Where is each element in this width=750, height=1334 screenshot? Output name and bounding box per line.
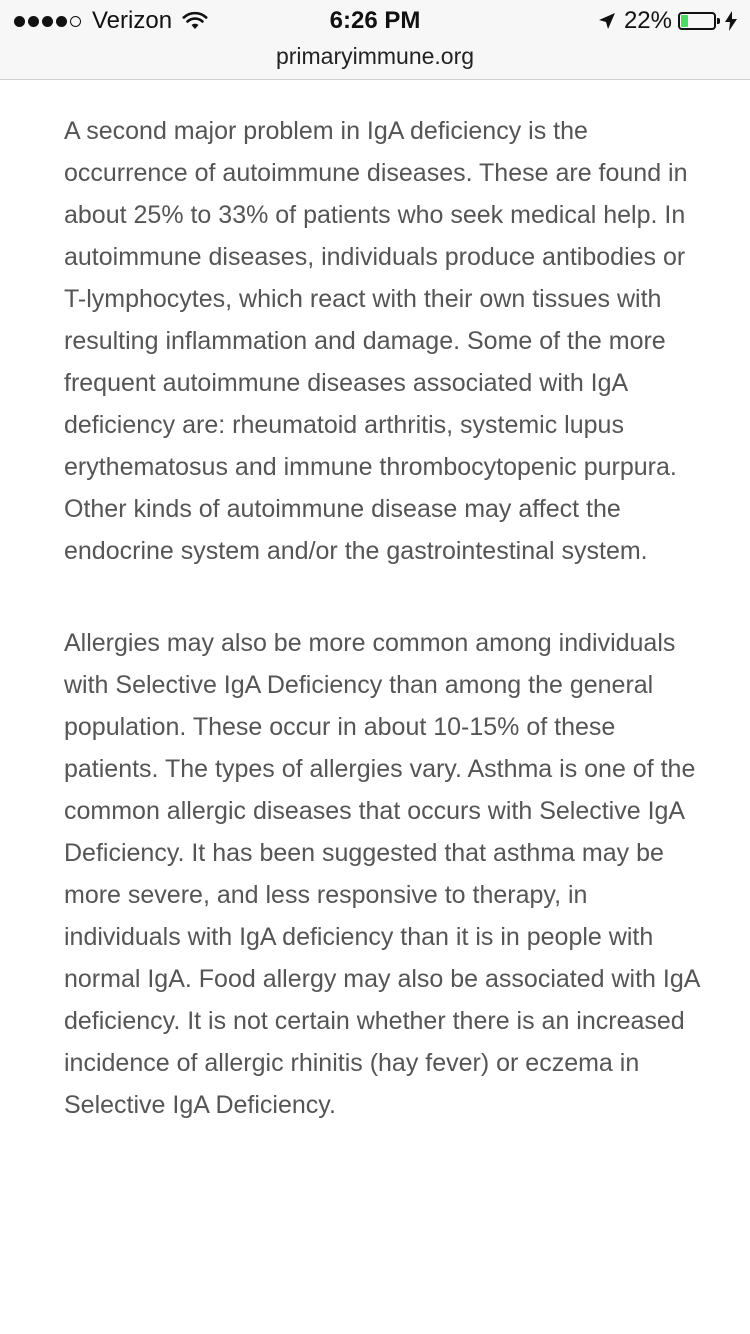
- charging-bolt-icon: [724, 11, 738, 31]
- clock: 6:26 PM: [329, 7, 421, 34]
- article-content: [64, 110, 704, 1176]
- battery-level-fill: [681, 15, 688, 27]
- status-indicators: [598, 6, 738, 36]
- browser-top-bar: [0, 0, 750, 80]
- location-arrow-icon: [598, 12, 616, 30]
- carrier-name: Verizon: [92, 7, 173, 34]
- address-bar-url[interactable]: primaryimmune.org: [275, 43, 475, 69]
- battery-icon: [678, 12, 716, 30]
- article-paragraph: A second major problem in IgA deficiency is the occurrence of autoimmune diseases. These are found in about 25% to 33% of patients who seek medical help. In autoimmune diseases, individuals produce antibodies or T-lymphocytes, which react with their own tissues with resulting inflammation and damage. Some of the more frequent autoimmune diseases associated with IgA deficiency are: rheumatoid arthritis, systemic lupus erythematosus and immune thrombocytopenic purpura. Other kinds of autoimmune disease may affect the endocrine system and/or the gastrointestinal system.: [64, 117, 688, 565]
- battery-percent: 22%: [623, 7, 672, 34]
- status-bar: [0, 0, 750, 40]
- article-paragraph: Allergies may also be more common among individuals with Selective IgA Deficiency than among the general population. These occur in about 10-15% of these patients. The types of allergies vary. Asthma is one of the common allergic diseases that occurs with Selective IgA Deficiency. It has been suggested that asthma may be more severe, and less responsive to therapy, in individuals with IgA deficiency than it is in people with normal IgA. Food allergy may also be associated with IgA deficiency. It is not certain whether there is an increased incidence of allergic rhinitis (hay fever) or eczema in Selective IgA Deficiency.: [64, 629, 700, 1119]
